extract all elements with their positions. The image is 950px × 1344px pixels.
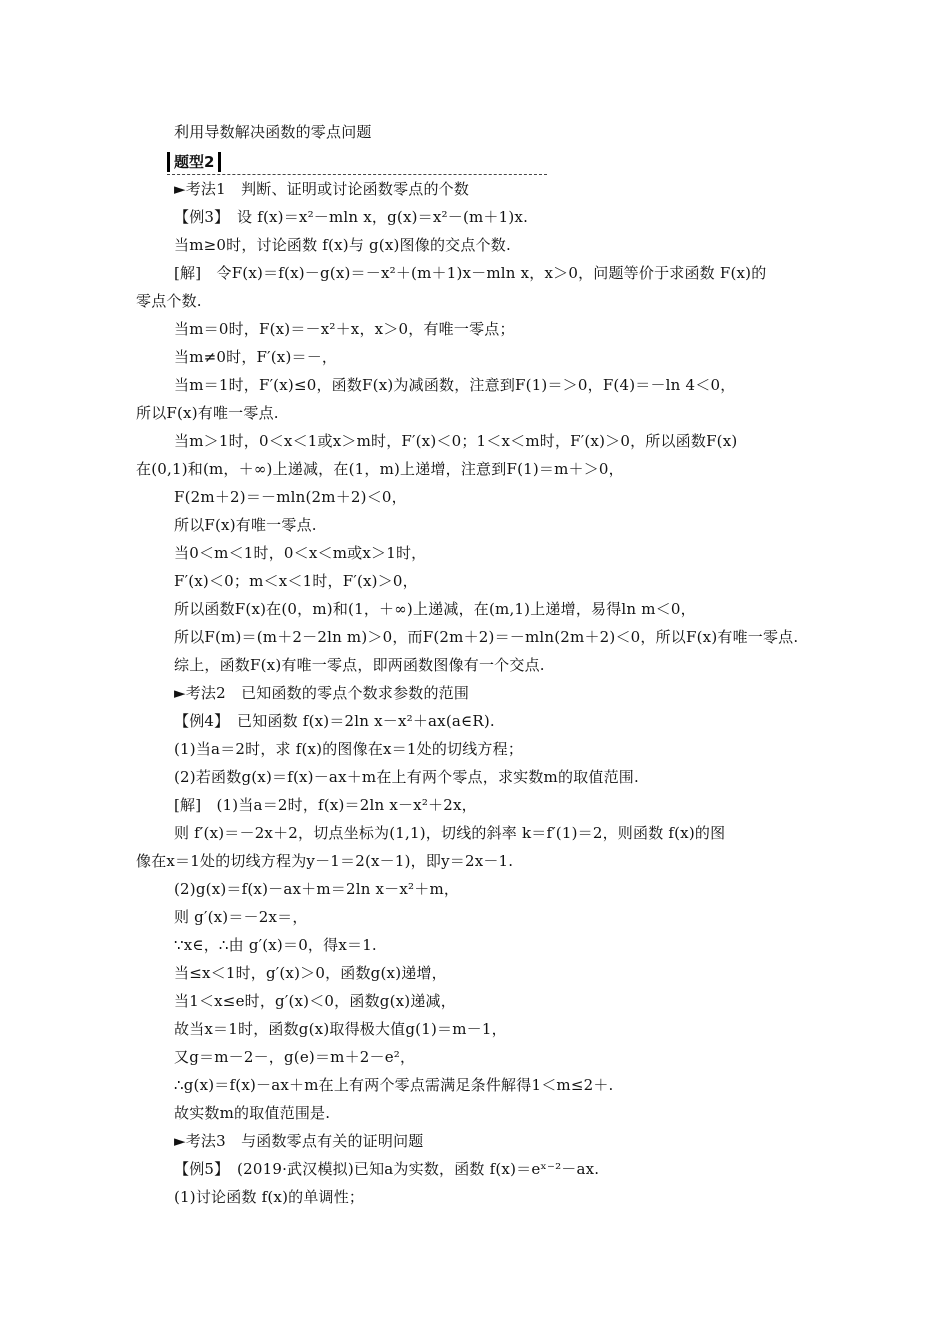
example-4-part-1: (1)当a＝2时，求 f(x)的图像在x＝1处的切线方程； [174,740,524,758]
solution-line: 当0＜m＜1时，0＜x＜m或x＞1时， [174,544,427,562]
example-5-part-1: (1)讨论函数 f(x)的单调性； [174,1188,365,1206]
solution-conclusion: 综上，函数F(x)有唯一零点，即两函数图像有一个交点. [174,656,545,674]
solution-line: 则 g′(x)＝－2x＝， [174,908,308,926]
solution-line: 当m＝0时，F(x)＝－x²＋x，x＞0，有唯一零点； [174,320,515,338]
example-3-question: 当m≥0时，讨论函数 f(x)与 g(x)图像的交点个数. [174,236,511,254]
solution-line: 零点个数. [136,292,202,310]
solution-line: [解] (1)当a＝2时，f(x)＝2ln x－x²＋2x， [174,796,477,814]
section-tag: 题型2 [167,152,221,172]
example-5-statement: 【例5】 (2019·武汉模拟)已知a为实数，函数 f(x)＝eˣ⁻²－ax. [174,1160,600,1178]
solution-line: 像在x＝1处的切线方程为y－1＝2(x－1)，即y＝2x－1. [136,852,514,870]
solution-line: ∵x∈，∴由 g′(x)＝0，得x＝1. [174,936,377,954]
solution-line: 当1＜x≤e时，g′(x)＜0，函数g(x)递减， [174,992,456,1010]
solution-line: F(2m＋2)＝－mln(2m＋2)＜0， [174,488,407,506]
method-3-heading: ►考法3 与函数零点有关的证明问题 [174,1132,424,1150]
solution-line: 所以F(x)有唯一零点. [174,516,317,534]
solution-conclusion: 故实数m的取值范围是. [174,1104,331,1122]
example-4-part-2: (2)若函数g(x)＝f(x)－ax＋m在上有两个零点，求实数m的取值范围. [174,768,639,786]
method-1-heading: ►考法1 判断、证明或讨论函数零点的个数 [174,180,470,198]
solution-line: 当m＞1时，0＜x＜1或x＞m时，F′(x)＜0；1＜x＜m时，F′(x)＞0，所以函数F(x) [174,432,738,450]
solution-line: 当m＝1时，F′(x)≤0，函数F(x)为减函数，注意到F(1)＝＞0，F(4)＝－ln 4＜0， [174,376,736,394]
solution-line: 当m≠0时，F′(x)＝－， [174,348,338,366]
example-3-statement: 【例3】 设 f(x)＝x²－mln x，g(x)＝x²－(m＋1)x. [174,208,529,226]
method-2-heading: ►考法2 已知函数的零点个数求参数的范围 [174,684,470,702]
section-banner [167,152,547,175]
solution-line: 所以F(m)＝(m＋2－2ln m)＞0，而F(2m＋2)＝－mln(2m＋2)＜0，所以F(x)有唯一零点. [174,628,799,646]
solution-line: 当≤x＜1时，g′(x)＞0，函数g(x)递增， [174,964,447,982]
solution-line: F′(x)＜0；m＜x＜1时，F′(x)＞0， [174,572,418,590]
document-title: 利用导数解决函数的零点问题 [174,123,372,141]
solution-line: 在(0,1)和(m，＋∞)上递减，在(1，m)上递增，注意到F(1)＝m＋＞0， [136,460,624,478]
solution-line: 所以函数F(x)在(0，m)和(1，＋∞)上递减，在(m,1)上递增，易得ln m＜0， [174,600,696,618]
solution-line: 故当x＝1时，函数g(x)取得极大值g(1)＝m－1， [174,1020,507,1038]
solution-line: (2)g(x)＝f(x)－ax＋m＝2ln x－x²＋m， [174,880,460,898]
solution-line: 则 f′(x)＝－2x＋2，切点坐标为(1,1)，切线的斜率 k＝f′(1)＝2，则函数 f(x)的图 [174,824,726,842]
example-4-statement: 【例4】 已知函数 f(x)＝2ln x－x²＋ax(a∈R). [174,712,495,730]
solution-line: [解] 令F(x)＝f(x)－g(x)＝－x²＋(m＋1)x－mln x，x＞0，问题等价于求函数 F(x)的 [174,264,767,282]
solution-line: ∴g(x)＝f(x)－ax＋m在上有两个零点需满足条件解得1＜m≤2＋. [174,1076,614,1094]
solution-line: 所以F(x)有唯一零点. [136,404,279,422]
solution-line: 又g＝m－2－，g(e)＝m＋2－e²， [174,1048,416,1066]
